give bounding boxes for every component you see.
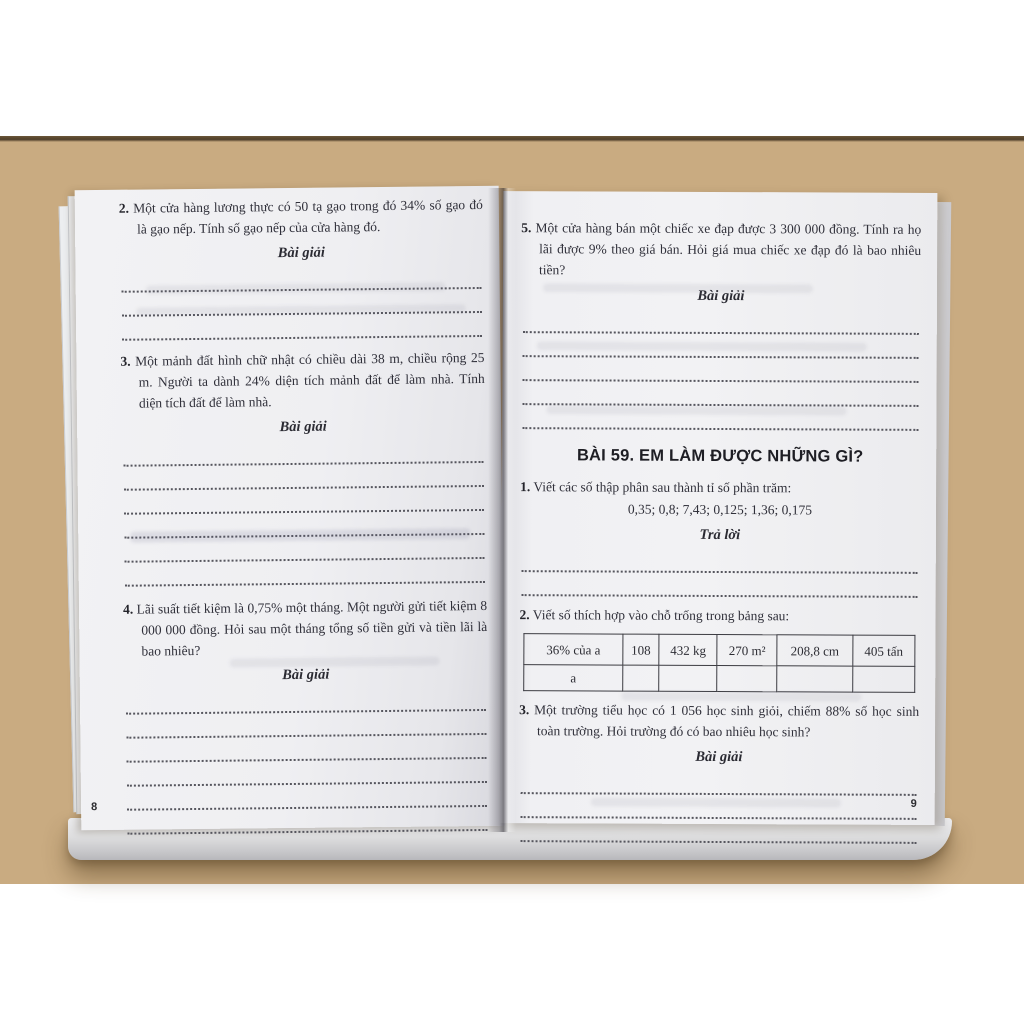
exercise-3 bbox=[120, 347, 485, 414]
exercise-5 bbox=[521, 217, 921, 282]
spine-gutter bbox=[488, 188, 516, 832]
exercise-2-right-text: Viết số thích hợp vào chỗ trống trong bảng sau: bbox=[532, 607, 790, 624]
exercise-5-text: Một cửa hàng bán một chiếc xe đạp được 3 300 000 đồng. Tính ra họ lãi được 9% theo giá bán. Hỏi giá mua chiếc xe đạp đó là bao nhiêu tiền? bbox=[535, 220, 922, 278]
page-number-left: 8 bbox=[91, 801, 98, 814]
answer-lines bbox=[521, 770, 917, 844]
exercise-1-number: 1. bbox=[520, 479, 531, 495]
table-cell-empty bbox=[717, 665, 777, 691]
table-cell-empty bbox=[777, 666, 853, 692]
exercise-3-number: 3. bbox=[120, 353, 131, 369]
table-cell: 432 kg bbox=[659, 634, 717, 665]
exercise-4 bbox=[123, 595, 488, 662]
answer-label: Trả lời bbox=[699, 526, 741, 544]
answer-lines bbox=[121, 265, 482, 341]
table-cell-empty bbox=[623, 665, 659, 691]
solution-label: Bài giải bbox=[279, 418, 327, 436]
table-cell: a bbox=[524, 665, 623, 691]
answer-line bbox=[523, 357, 919, 383]
answer-lines bbox=[123, 439, 484, 587]
table-cell: 270 m² bbox=[717, 634, 777, 665]
left-page-content bbox=[75, 186, 506, 830]
answer-line bbox=[522, 381, 918, 407]
table-cell-empty bbox=[659, 665, 717, 691]
percentage-table bbox=[523, 633, 915, 693]
answer-line bbox=[521, 770, 917, 796]
solution-label: Bài giải bbox=[695, 748, 743, 766]
table-edge bbox=[0, 136, 1024, 142]
exercise-4-text: Lãi suất tiết kiệm là 0,75% một tháng. Một người gửi tiết kiệm 8 000 000 đồng. Hỏi sau một tháng tổng số tiền gửi và tiền lãi là bao nhiêu? bbox=[136, 597, 488, 659]
exercise-1 bbox=[520, 476, 920, 499]
exercise-2-right-number: 2. bbox=[519, 607, 530, 623]
solution-label: Bài giải bbox=[697, 287, 745, 305]
lesson-heading: BÀI 59. EM LÀM ĐƯỢC NHỮNG GÌ? bbox=[576, 446, 864, 466]
table-cell: 36% của a bbox=[524, 634, 623, 665]
right-page-content bbox=[501, 191, 938, 825]
solution-label: Bài giải bbox=[277, 244, 325, 262]
answer-line bbox=[522, 572, 918, 598]
answer-line bbox=[523, 333, 919, 359]
exercise-3-right-number: 3. bbox=[519, 702, 530, 718]
book-page-right bbox=[501, 191, 938, 825]
answer-line bbox=[125, 559, 485, 587]
table-cell: 208,8 cm bbox=[777, 635, 853, 666]
exercise-5-number: 5. bbox=[521, 220, 532, 236]
book-page-left bbox=[75, 186, 506, 830]
table-cell-empty bbox=[852, 666, 914, 692]
exercise-2-number: 2. bbox=[118, 200, 130, 216]
answer-line bbox=[523, 309, 919, 335]
exercise-3-right-text: Một trường tiểu học có 1 056 học sinh giỏi, chiếm 88% số học sinh toàn trường. Hỏi trường đó có bao nhiêu học sinh? bbox=[534, 702, 920, 740]
exercise-2-right bbox=[519, 604, 919, 627]
open-workbook bbox=[58, 182, 958, 882]
decimal-values: 0,35; 0,8; 7,43; 0,125; 1,36; 0,175 bbox=[627, 501, 813, 518]
answer-line bbox=[522, 548, 918, 574]
exercise-3-text: Một mảnh đất hình chữ nhật có chiều dài 38 m, chiều rộng 25 m. Người ta dành 24% diện tích mảnh đất để làm nhà. Tính diện tích đất để làm nhà. bbox=[135, 349, 485, 411]
answer-line bbox=[127, 807, 487, 835]
exercise-3-right bbox=[519, 699, 919, 743]
answer-line bbox=[122, 313, 482, 341]
table-row bbox=[524, 665, 915, 693]
table-cell: 405 tấn bbox=[853, 635, 915, 666]
solution-label: Bài giải bbox=[282, 666, 330, 684]
exercise-2-text: Một cửa hàng lương thực có 50 tạ gạo trong đó 34% số gạo đó là gạo nếp. Tính số gạo nếp của cửa hàng đó. bbox=[133, 196, 483, 237]
answer-lines bbox=[522, 309, 919, 431]
table-row bbox=[524, 634, 915, 667]
exercise-4-number: 4. bbox=[122, 601, 134, 617]
answer-line bbox=[521, 794, 917, 820]
page-number-right: 9 bbox=[910, 797, 917, 810]
answer-line bbox=[522, 405, 918, 431]
wood-table-surface bbox=[0, 140, 1024, 884]
exercise-2 bbox=[119, 194, 483, 240]
answer-lines bbox=[522, 548, 918, 598]
table-cell: 108 bbox=[623, 634, 659, 665]
answer-line bbox=[521, 818, 917, 844]
answer-lines bbox=[126, 687, 487, 835]
exercise-1-text: Viết các số thập phân sau thành tỉ số phần trăm: bbox=[533, 479, 792, 496]
